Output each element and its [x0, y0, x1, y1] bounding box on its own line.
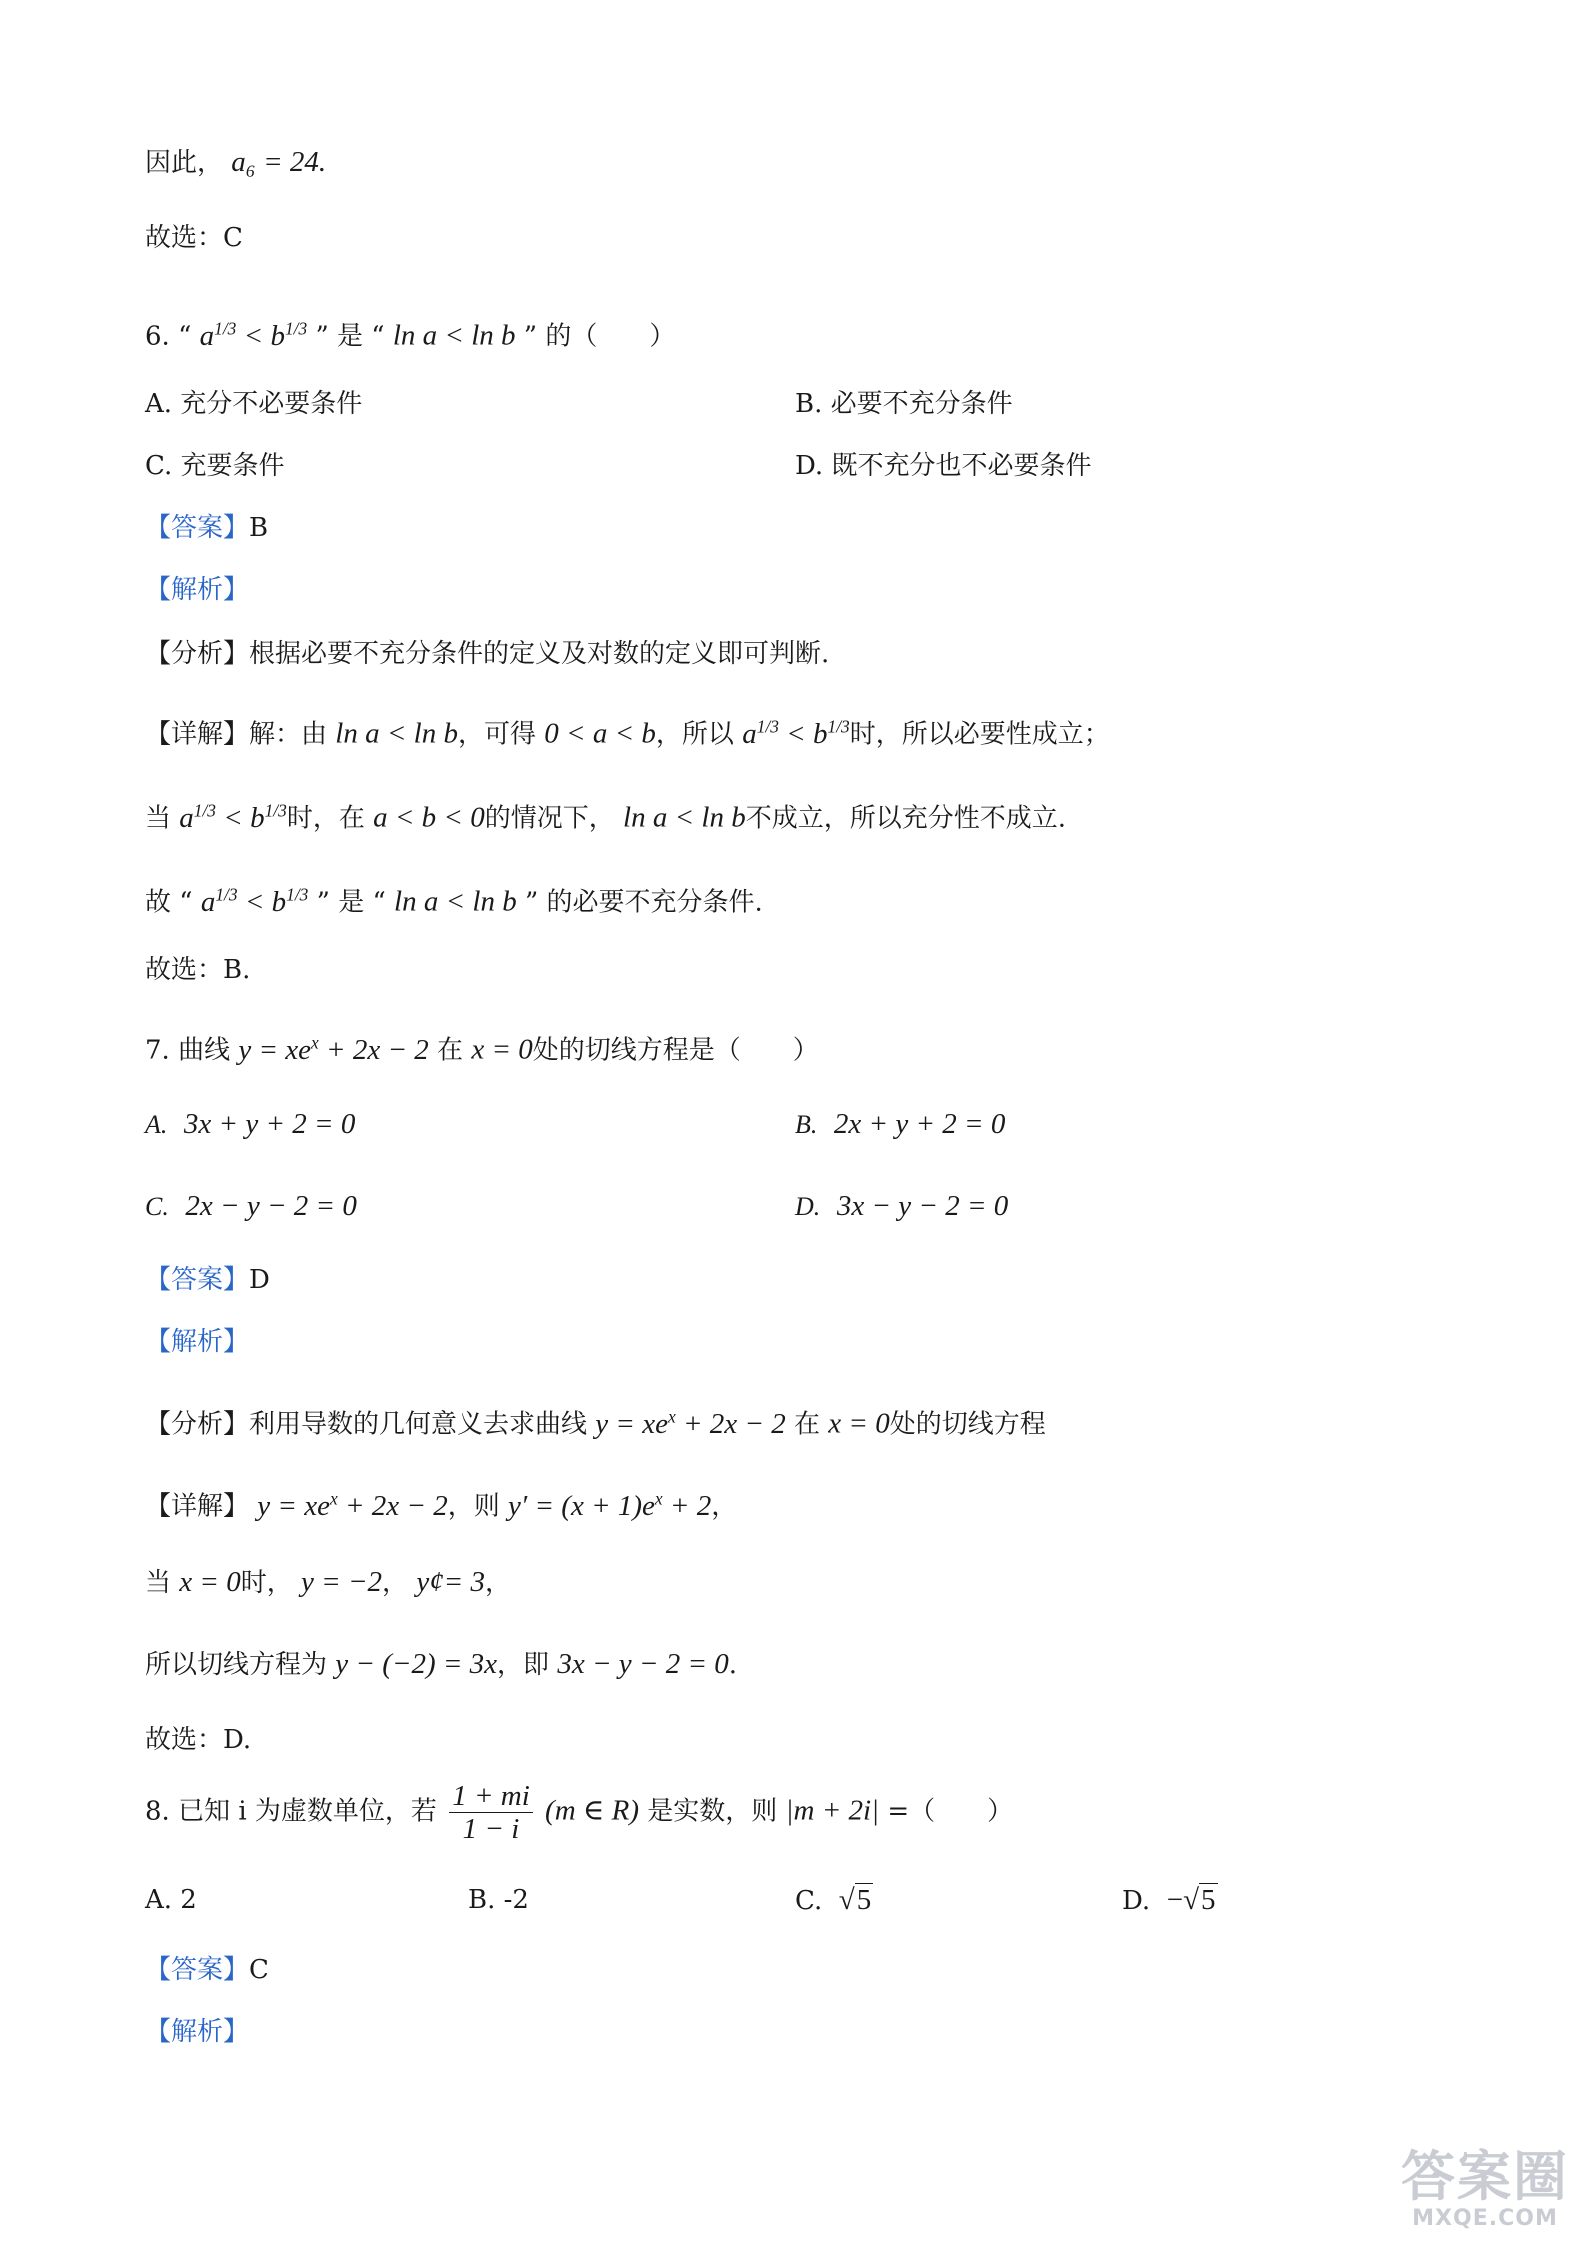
- text: 根据必要不充分条件的定义及对数的定义即可判断.: [249, 639, 830, 669]
- text: 的情况下，: [484, 803, 615, 834]
- text: ，则: [447, 1491, 500, 1522]
- math-cube-root-ineq: $a^{1/3} < b^{1/3}$: [742, 716, 850, 750]
- option-a: A. 2: [145, 1885, 197, 1915]
- text: 不成立，所以充分性不成立.: [745, 803, 1066, 834]
- fraction-numerator: 1 + mi: [449, 1780, 533, 1813]
- text: 故 “: [145, 887, 193, 918]
- text: 是实数，则: [647, 1796, 778, 1827]
- option-c: C. 充要条件: [145, 451, 285, 481]
- text: 7. 曲线: [145, 1035, 231, 1066]
- detail-tag: 【详解】: [145, 1491, 250, 1522]
- choice-text: 故选：B.: [145, 955, 251, 985]
- analysis-tag: 【解析】: [145, 1327, 250, 1357]
- answer-value: C: [249, 1955, 269, 1985]
- option-label: D.: [1122, 1886, 1151, 1916]
- math-derivative: $y' = (x + 1)e^x + 2$: [508, 1488, 712, 1522]
- fraction-denominator: 1 − i: [462, 1813, 520, 1845]
- option-label: D.: [795, 1192, 821, 1221]
- text: ” 是 “: [315, 321, 385, 352]
- analysis-tag: 【解析】: [145, 2017, 250, 2047]
- watermark-title: 答案圈: [1401, 2145, 1569, 2208]
- text: ，即: [497, 1650, 550, 1680]
- answer-tag: 【答案】: [145, 1265, 250, 1295]
- text: 当: [145, 803, 172, 834]
- text: 在: [794, 1409, 821, 1440]
- text-line: [145, 142, 326, 183]
- math: a < b < 0: [373, 801, 485, 834]
- math: ln a < ln b: [392, 319, 516, 352]
- text: 6. “: [145, 321, 192, 352]
- detail-tag: 【详解】: [145, 719, 250, 750]
- fenxi-line: [145, 634, 829, 674]
- text: ，: [382, 1568, 409, 1598]
- fenxi-tag: 【分析】: [145, 1409, 250, 1440]
- text-line: [145, 218, 243, 258]
- answer-line: [145, 508, 268, 548]
- math: y¢= 3: [416, 1566, 486, 1598]
- text: 当: [145, 1568, 172, 1598]
- option-c: [795, 1880, 873, 1921]
- text: =（ ）: [887, 1796, 1014, 1827]
- text: 解：由: [249, 719, 328, 750]
- text: ，: [485, 1568, 512, 1598]
- math: (m ∈ R): [545, 1794, 639, 1827]
- sqrt-icon: √: [838, 1884, 855, 1916]
- fenxi-tag: 【分析】: [145, 639, 250, 669]
- math-cube-root-ineq: $a^{1/3} < b^{1/3}$: [179, 800, 287, 834]
- fenxi-line: [145, 1396, 1046, 1445]
- text: 时，在: [286, 803, 365, 834]
- text: 处的切线方程是（ ）: [532, 1035, 819, 1066]
- text: ，可得: [457, 719, 536, 750]
- detail-line-1: [145, 1478, 737, 1527]
- choice-text: 故选：C: [145, 223, 243, 253]
- answer-line: [145, 1950, 269, 1990]
- option-a: A. 充分不必要条件: [145, 389, 363, 419]
- option-d: [1122, 1880, 1218, 1921]
- sqrt-value: 5: [856, 1884, 872, 1916]
- math: 3x + y + 2 = 0: [183, 1108, 356, 1140]
- option-b: B. -2: [468, 1885, 529, 1915]
- option-label: C.: [145, 1192, 169, 1221]
- text: 处的切线方程: [889, 1409, 1046, 1440]
- math: ln a < ln b: [623, 801, 746, 834]
- text: ” 的必要不充分条件.: [524, 887, 763, 918]
- math: 3x − y − 2 = 0: [557, 1648, 729, 1680]
- math-curve: $y = xe^x + 2x - 2$: [595, 1406, 786, 1440]
- text: 因此，: [145, 148, 224, 178]
- math-cube-root-ineq: $a^{1/3} < b^{1/3}$: [199, 318, 308, 352]
- option-label: B.: [795, 1110, 818, 1139]
- text: ” 的（ ）: [523, 321, 676, 352]
- detail-line-2: [145, 790, 1066, 839]
- text: 时，所以必要性成立；: [849, 719, 1110, 750]
- choice-text: 故选：D.: [145, 1725, 252, 1755]
- watermark-logo: [1401, 2145, 1569, 2231]
- math: x = 0: [828, 1407, 890, 1440]
- text: ” 是 “: [316, 887, 386, 918]
- math: 2x + y + 2 = 0: [833, 1108, 1006, 1140]
- text: 利用导数的几何意义去求曲线: [249, 1409, 588, 1440]
- answer-tag: 【答案】: [145, 1955, 250, 1985]
- math: |m + 2i|: [785, 1794, 880, 1827]
- detail-line-1: [145, 706, 1110, 755]
- analysis-line: [145, 2012, 249, 2052]
- math: y = −2: [301, 1566, 383, 1598]
- choice-line: [145, 1720, 251, 1760]
- answer-value: D: [249, 1265, 270, 1295]
- option-label: C.: [795, 1886, 823, 1916]
- math-curve: $y = xe^x + 2x - 2$: [257, 1488, 448, 1522]
- option-b: B. 必要不充分条件: [795, 389, 1013, 419]
- option-c: [145, 1186, 357, 1227]
- analysis-line: [145, 570, 249, 610]
- minus-sqrt-icon: −√: [1166, 1884, 1199, 1916]
- answer-value: B: [249, 513, 269, 543]
- math: a₆ = 24.: [231, 146, 327, 178]
- analysis-line: [145, 1322, 249, 1362]
- sqrt-value: 5: [1201, 1884, 1216, 1916]
- math-cube-root-ineq: $a^{1/3} < b^{1/3}$: [200, 884, 309, 918]
- detail-line-2: [145, 1562, 511, 1603]
- question-6-stem: [145, 308, 675, 357]
- text: 8. 已知 i 为虚数单位，若: [145, 1796, 437, 1827]
- math: 0 < a < b: [544, 717, 656, 750]
- choice-line: [145, 950, 250, 990]
- answer-tag: 【答案】: [145, 513, 250, 543]
- option-b: [795, 1104, 1005, 1145]
- text: .: [728, 1650, 738, 1680]
- math: ln a < ln b: [335, 717, 458, 750]
- answer-line: [145, 1260, 270, 1300]
- text: ，所以: [655, 719, 734, 750]
- math: x = 0: [179, 1566, 241, 1598]
- detail-line-3: [145, 1644, 737, 1685]
- math-curve: $y = xe^x + 2x - 2$: [238, 1032, 429, 1066]
- text: 时，: [240, 1568, 293, 1598]
- math: y − (−2) = 3x: [335, 1648, 498, 1680]
- math: 2x − y − 2 = 0: [185, 1190, 357, 1222]
- math: x = 0: [471, 1033, 533, 1066]
- text: 在: [437, 1035, 464, 1066]
- option-d: D. 既不充分也不必要条件: [795, 451, 1092, 481]
- watermark-url: MXQE.COM: [1412, 2206, 1558, 2231]
- text: ，: [711, 1491, 738, 1522]
- math: ln a < ln b: [394, 885, 517, 918]
- fraction: [449, 1780, 533, 1845]
- text: 所以切线方程为: [145, 1650, 328, 1680]
- question-7-stem: [145, 1022, 819, 1071]
- detail-line-3: [145, 874, 763, 923]
- math: 3x − y − 2 = 0: [836, 1190, 1009, 1222]
- option-label: A.: [145, 1110, 168, 1139]
- option-a: [145, 1104, 355, 1145]
- question-8-stem: [145, 1780, 1013, 1845]
- option-d: [795, 1186, 1008, 1227]
- analysis-tag: 【解析】: [145, 575, 250, 605]
